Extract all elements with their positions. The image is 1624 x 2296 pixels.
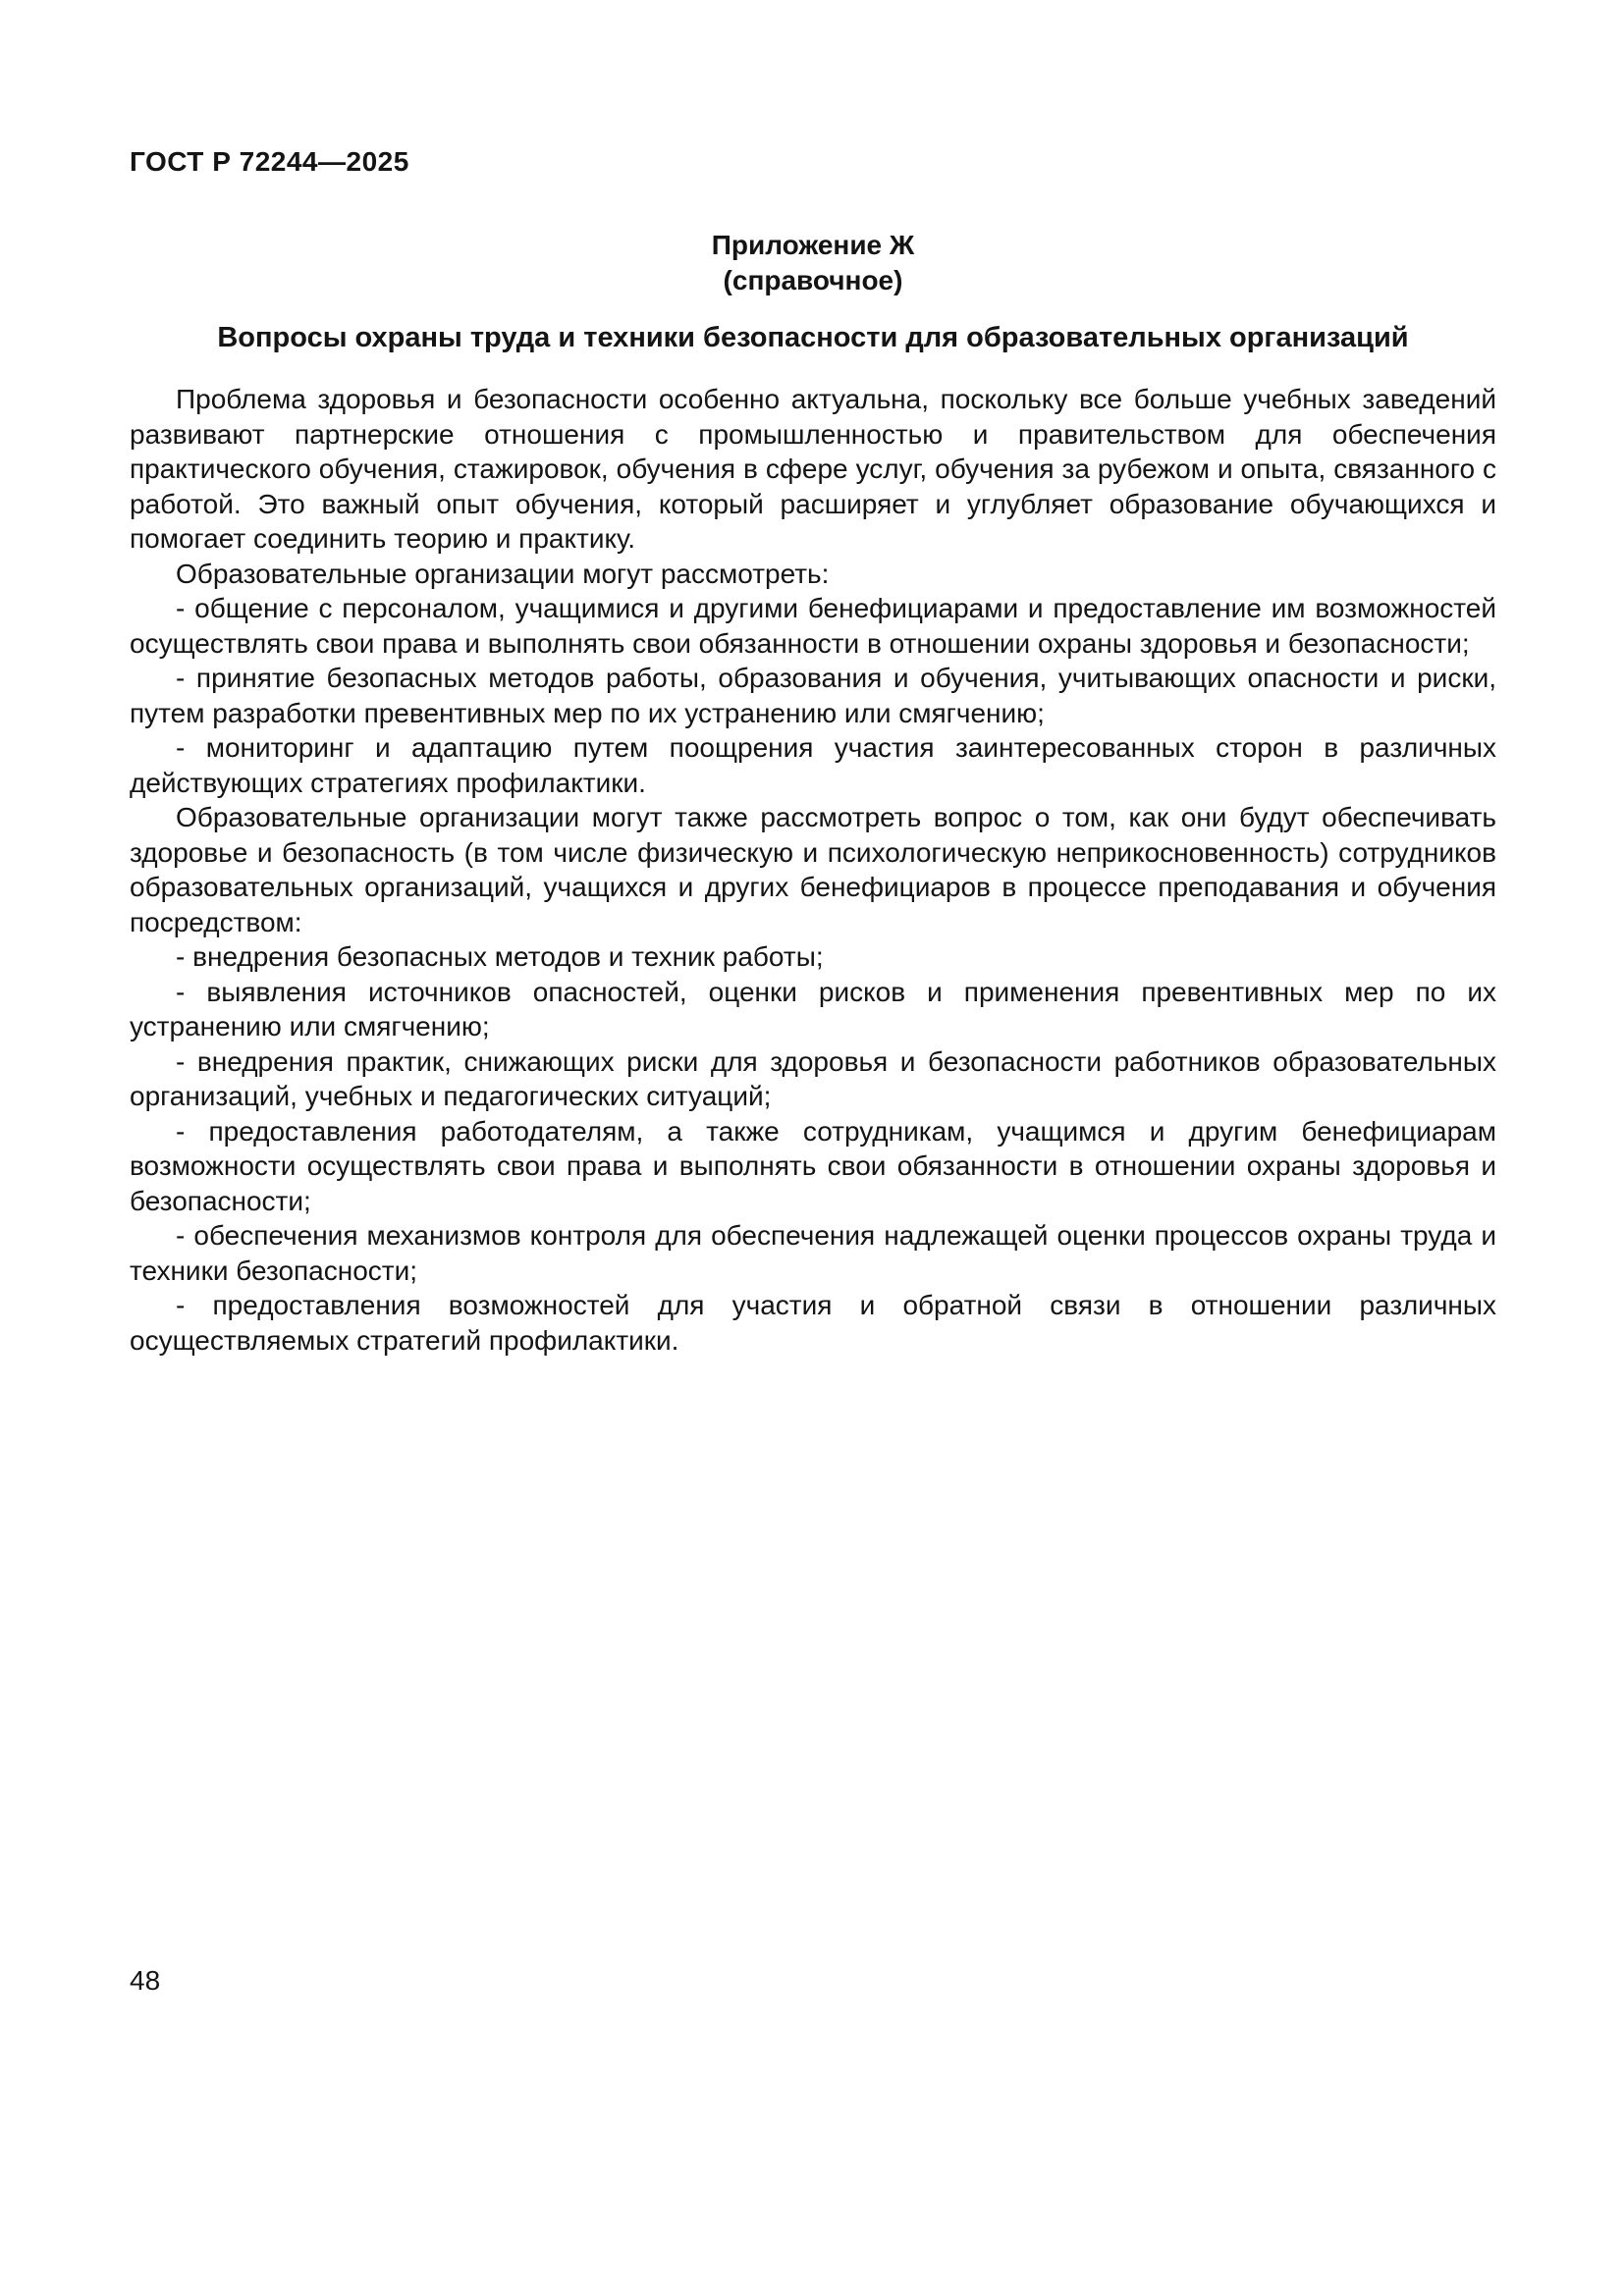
document-title: Вопросы охраны труда и техники безопасности для образовательных организаций [217, 322, 1409, 353]
document-body [130, 382, 1496, 1358]
list-item: - общение с персоналом, учащимися и другими бенефициарами и предоставление им возможностей осуществлять свои права и выполнять свои обязанности в отношении охраны здоровья и безопасности; [130, 593, 1496, 659]
list-item: - мониторинг и адаптацию путем поощрения участия заинтересованных сторон в различных действующих стратегиях профилактики. [130, 732, 1496, 798]
paragraph: Образовательные организации могут также рассмотреть вопрос о том, как они будут обеспечивать здоровье и безопасность (в том числе физическую и психологическую неприкосновенность) сотрудников образовательных организаций, учащихся и других бенефициаров в процессе преподавания и обучения посредством: [130, 802, 1496, 937]
list-item: - внедрения практик, снижающих риски для здоровья и безопасности работников образовательных организаций, учебных и педагогических ситуаций; [130, 1045, 1496, 1111]
list-item: - обеспечения механизмов контроля для обеспечения надлежащей оценки процессов охраны труда и техники безопасности; [130, 1220, 1496, 1286]
document-header: ГОСТ Р 72244—2025 [130, 146, 409, 177]
paragraph: Проблема здоровья и безопасности особенно актуальна, поскольку все больше учебных заведений развивают партнерские отношения с промышленностью и правительством для обеспечения практического обучения, стажировок, обучения в сфере услуг, обучения за рубежом и опыта, связанного с работой. Это важный опыт обучения, который расширяет и углубляет образование обучающихся и помогает соединить теорию и практику. [130, 384, 1496, 554]
appendix-type: (справочное) [723, 265, 903, 295]
list-item: - предоставления работодателям, а также сотрудникам, учащимся и другим бенефициарам возможности осуществлять свои права и выполнять свои обязанности в отношении охраны здоровья и безопасности; [130, 1115, 1496, 1216]
document-content [130, 145, 1496, 1358]
list-item: - выявления источников опасностей, оценки рисков и применения превентивных мер по их устранению или смягчению; [130, 976, 1496, 1041]
list-item: - внедрения безопасных методов и техник работы; [176, 941, 824, 972]
page-number: 48 [130, 1965, 161, 1996]
paragraph: Образовательные организации могут рассмотреть: [176, 558, 830, 589]
list-item: - предоставления возможностей для участия и обратной связи в отношении различных осуществляемых стратегий профилактики. [130, 1290, 1496, 1356]
list-item: - принятие безопасных методов работы, образования и обучения, учитывающих опасности и риски, путем разработки превентивных мер по их устранению или смягчению; [130, 663, 1496, 728]
appendix-label: Приложение Ж [711, 230, 915, 260]
